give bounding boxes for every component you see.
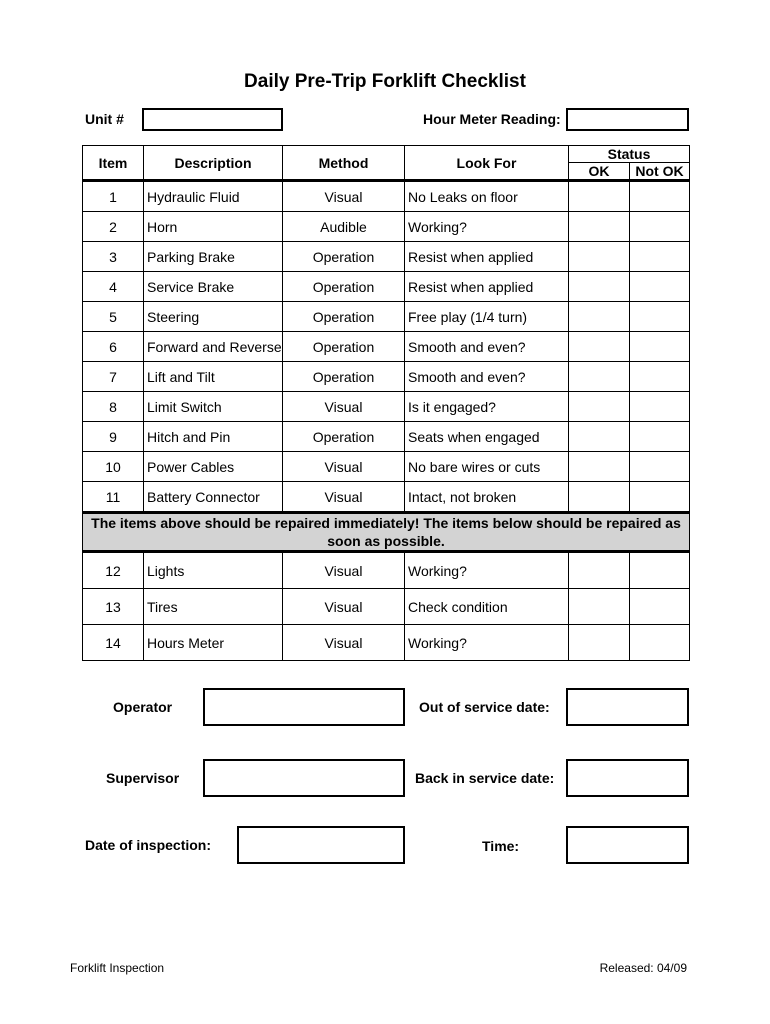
item-description: Hours Meter xyxy=(144,625,283,661)
item-number: 4 xyxy=(83,272,144,302)
item-look-for: Free play (1/4 turn) xyxy=(405,302,569,332)
status-ok-cell[interactable] xyxy=(569,212,630,242)
col-status-header: Status xyxy=(569,146,690,163)
item-number: 9 xyxy=(83,422,144,452)
item-number: 2 xyxy=(83,212,144,242)
footer-right: Released: 04/09 xyxy=(599,961,687,975)
supervisor-input[interactable] xyxy=(203,759,405,797)
item-look-for: Working? xyxy=(405,212,569,242)
operator-label: Operator xyxy=(113,699,173,715)
col-description-header: Description xyxy=(144,146,283,181)
item-number: 13 xyxy=(83,589,144,625)
table-row xyxy=(83,422,690,452)
status-ok-cell[interactable] xyxy=(569,422,630,452)
item-look-for: Smooth and even? xyxy=(405,362,569,392)
soon-items xyxy=(83,552,690,661)
item-look-for: Smooth and even? xyxy=(405,332,569,362)
item-number: 7 xyxy=(83,362,144,392)
item-description: Service Brake xyxy=(144,272,283,302)
status-not-ok-cell[interactable] xyxy=(630,272,690,302)
table-row xyxy=(83,332,690,362)
status-not-ok-cell[interactable] xyxy=(630,332,690,362)
status-not-ok-cell[interactable] xyxy=(630,302,690,332)
item-look-for: Working? xyxy=(405,552,569,589)
table-row xyxy=(83,392,690,422)
table-row xyxy=(83,242,690,272)
status-ok-cell[interactable] xyxy=(569,362,630,392)
out-of-service-label: Out of service date: xyxy=(419,699,550,715)
status-ok-cell[interactable] xyxy=(569,392,630,422)
item-description: Hydraulic Fluid xyxy=(144,181,283,212)
item-method: Visual xyxy=(283,452,405,482)
item-look-for: No bare wires or cuts xyxy=(405,452,569,482)
item-number: 14 xyxy=(83,625,144,661)
item-number: 3 xyxy=(83,242,144,272)
item-number: 5 xyxy=(83,302,144,332)
urgent-items xyxy=(83,181,690,513)
status-ok-cell[interactable] xyxy=(569,482,630,513)
status-ok-cell[interactable] xyxy=(569,242,630,272)
footer-left: Forklift Inspection xyxy=(70,961,165,975)
status-not-ok-cell[interactable] xyxy=(630,589,690,625)
hour-meter-input[interactable] xyxy=(566,108,689,131)
status-ok-cell[interactable] xyxy=(569,272,630,302)
table-row xyxy=(83,272,690,302)
item-description: Forward and Reverse xyxy=(144,332,283,362)
checklist-table xyxy=(82,145,690,661)
status-not-ok-cell[interactable] xyxy=(630,482,690,513)
item-number: 12 xyxy=(83,552,144,589)
time-label: Time: xyxy=(482,838,520,854)
status-ok-cell[interactable] xyxy=(569,452,630,482)
item-description: Lights xyxy=(144,552,283,589)
item-look-for: Resist when applied xyxy=(405,272,569,302)
repair-notice: The items above should be repaired immediately! The items below should be repaired as soon as possible. xyxy=(83,513,690,552)
item-description: Power Cables xyxy=(144,452,283,482)
status-not-ok-cell[interactable] xyxy=(630,242,690,272)
item-method: Visual xyxy=(283,181,405,212)
status-ok-cell[interactable] xyxy=(569,589,630,625)
item-description: Lift and Tilt xyxy=(144,362,283,392)
date-of-inspection-input[interactable] xyxy=(237,826,405,864)
back-in-service-label: Back in service date: xyxy=(415,770,555,786)
item-method: Operation xyxy=(283,362,405,392)
table-row xyxy=(83,625,690,661)
status-ok-cell[interactable] xyxy=(569,302,630,332)
item-method: Visual xyxy=(283,625,405,661)
item-look-for: Intact, not broken xyxy=(405,482,569,513)
table-row xyxy=(83,552,690,589)
col-method-header: Method xyxy=(283,146,405,181)
item-look-for: Seats when engaged xyxy=(405,422,569,452)
item-method: Visual xyxy=(283,392,405,422)
status-ok-cell[interactable] xyxy=(569,181,630,212)
unit-input[interactable] xyxy=(142,108,283,131)
status-not-ok-cell[interactable] xyxy=(630,181,690,212)
unit-label: Unit # xyxy=(85,111,124,127)
item-description: Battery Connector xyxy=(144,482,283,513)
item-number: 1 xyxy=(83,181,144,212)
item-method: Operation xyxy=(283,242,405,272)
status-not-ok-cell[interactable] xyxy=(630,422,690,452)
status-not-ok-cell[interactable] xyxy=(630,212,690,242)
status-not-ok-cell[interactable] xyxy=(630,452,690,482)
item-look-for: Working? xyxy=(405,625,569,661)
status-not-ok-cell[interactable] xyxy=(630,625,690,661)
item-method: Operation xyxy=(283,272,405,302)
table-row xyxy=(83,181,690,212)
status-ok-cell[interactable] xyxy=(569,332,630,362)
status-not-ok-cell[interactable] xyxy=(630,552,690,589)
table-row xyxy=(83,482,690,513)
col-item-header: Item xyxy=(83,146,144,181)
table-row xyxy=(83,362,690,392)
item-method: Operation xyxy=(283,422,405,452)
item-number: 8 xyxy=(83,392,144,422)
item-method: Visual xyxy=(283,482,405,513)
time-input[interactable] xyxy=(566,826,689,864)
table-row xyxy=(83,452,690,482)
supervisor-label: Supervisor xyxy=(106,770,180,786)
item-description: Limit Switch xyxy=(144,392,283,422)
item-description: Horn xyxy=(144,212,283,242)
col-look-for-header: Look For xyxy=(405,146,569,181)
status-ok-cell[interactable] xyxy=(569,552,630,589)
table-row xyxy=(83,589,690,625)
date-of-inspection-label: Date of inspection: xyxy=(85,837,212,853)
item-number: 11 xyxy=(83,482,144,513)
item-look-for: Check condition xyxy=(405,589,569,625)
item-method: Operation xyxy=(283,302,405,332)
item-description: Parking Brake xyxy=(144,242,283,272)
item-look-for: Is it engaged? xyxy=(405,392,569,422)
item-method: Operation xyxy=(283,332,405,362)
page-title: Daily Pre-Trip Forklift Checklist xyxy=(244,71,526,92)
col-not-ok-header: Not OK xyxy=(630,163,690,181)
status-not-ok-cell[interactable] xyxy=(630,392,690,422)
item-look-for: Resist when applied xyxy=(405,242,569,272)
item-description: Steering xyxy=(144,302,283,332)
item-number: 6 xyxy=(83,332,144,362)
item-look-for: No Leaks on floor xyxy=(405,181,569,212)
out-of-service-input[interactable] xyxy=(566,688,689,726)
item-method: Audible xyxy=(283,212,405,242)
item-method: Visual xyxy=(283,552,405,589)
item-method: Visual xyxy=(283,589,405,625)
col-ok-header: OK xyxy=(569,163,630,181)
item-description: Hitch and Pin xyxy=(144,422,283,452)
operator-input[interactable] xyxy=(203,688,405,726)
status-ok-cell[interactable] xyxy=(569,625,630,661)
status-not-ok-cell[interactable] xyxy=(630,362,690,392)
hour-meter-label: Hour Meter Reading: xyxy=(423,111,561,127)
back-in-service-input[interactable] xyxy=(566,759,689,797)
table-row xyxy=(83,212,690,242)
table-row xyxy=(83,302,690,332)
item-number: 10 xyxy=(83,452,144,482)
item-description: Tires xyxy=(144,589,283,625)
